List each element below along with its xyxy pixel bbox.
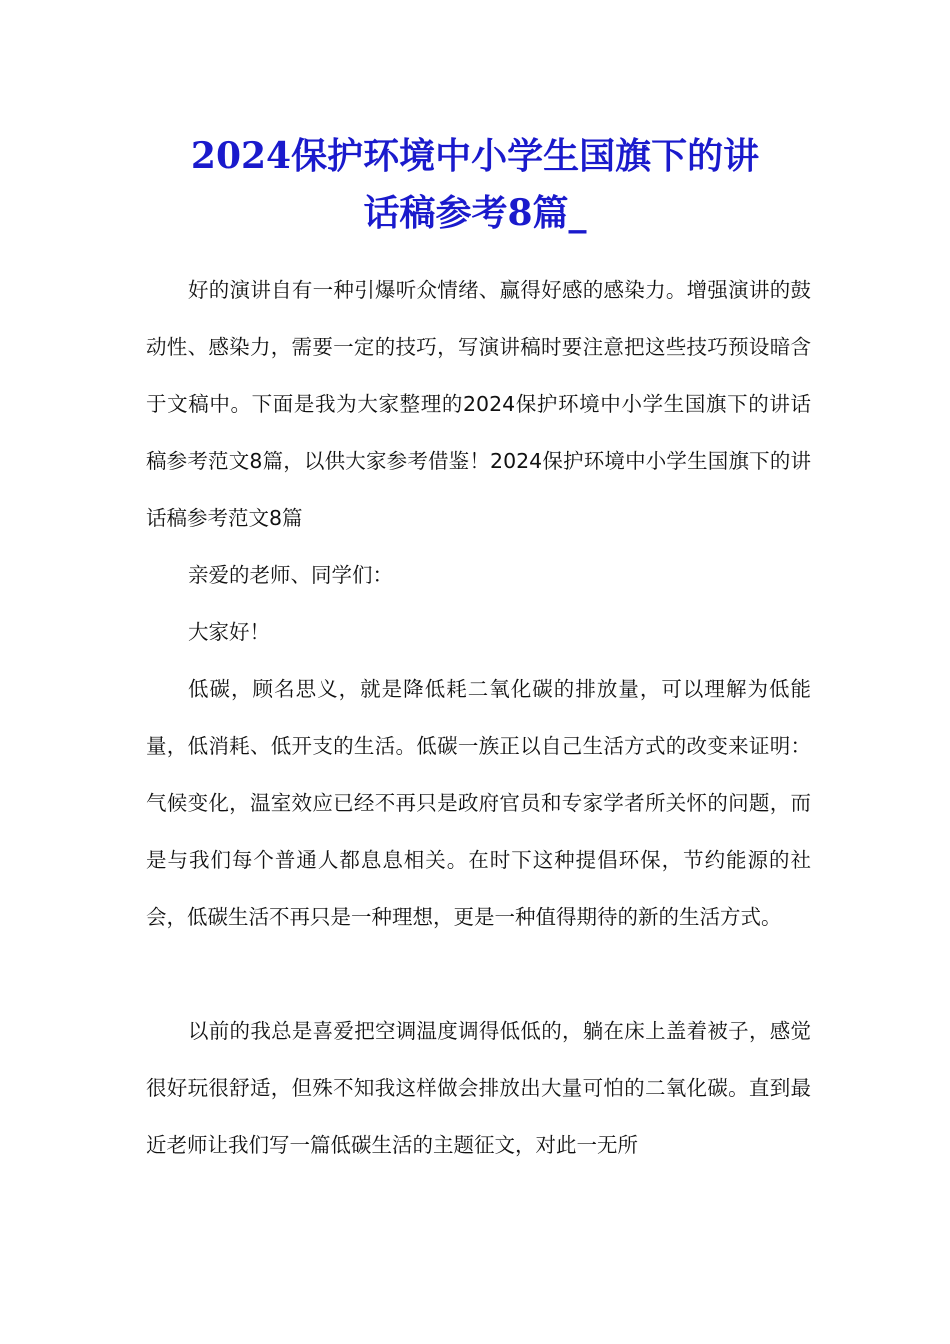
paragraph-personal-story: 以前的我总是喜爱把空调温度调得低低的，躺在床上盖着被子，感觉很好玩很舒适，但殊不知我这样做会排放出大量可怕的二氧化碳。直到最近老师让我们写一篇低碳生活的主题征文，对此一无所 bbox=[146, 1019, 811, 1157]
page-title-line-2: 话稿参考8篇_ bbox=[363, 192, 587, 234]
paragraph-salutation: 亲爱的老师、同学们： bbox=[188, 563, 393, 587]
paragraph-greeting: 大家好！ bbox=[188, 620, 270, 644]
document-body bbox=[146, 262, 811, 1174]
page-title-line-1: 2024保护环境中小学生国旗下的讲 bbox=[190, 135, 760, 177]
paragraph-intro: 好的演讲自有一种引爆听众情绪、赢得好感的感染力。增强演讲的鼓动性、感染力，需要一定的技巧，写演讲稿时要注意把这些技巧预设暗含于文稿中。下面是我为大家整理的2024保护环境中小学生国旗下的讲话稿参考范文8篇，以供大家参考借鉴！2024保护环境中小学生国旗下的讲话稿参考范文8篇 bbox=[146, 278, 811, 530]
paragraph-low-carbon-definition: 低碳，顾名思义，就是降低耗二氧化碳的排放量，可以理解为低能量，低消耗、低开支的生活。低碳一族正以自己生活方式的改变来证明：气候变化，温室效应已经不再只是政府官员和专家学者所关怀的问题，而是与我们每个普通人都息息相关。在时下这种提倡环保，节约能源的社会，低碳生活不再只是一种理想，更是一种值得期待的新的生活方式。 bbox=[146, 677, 811, 929]
